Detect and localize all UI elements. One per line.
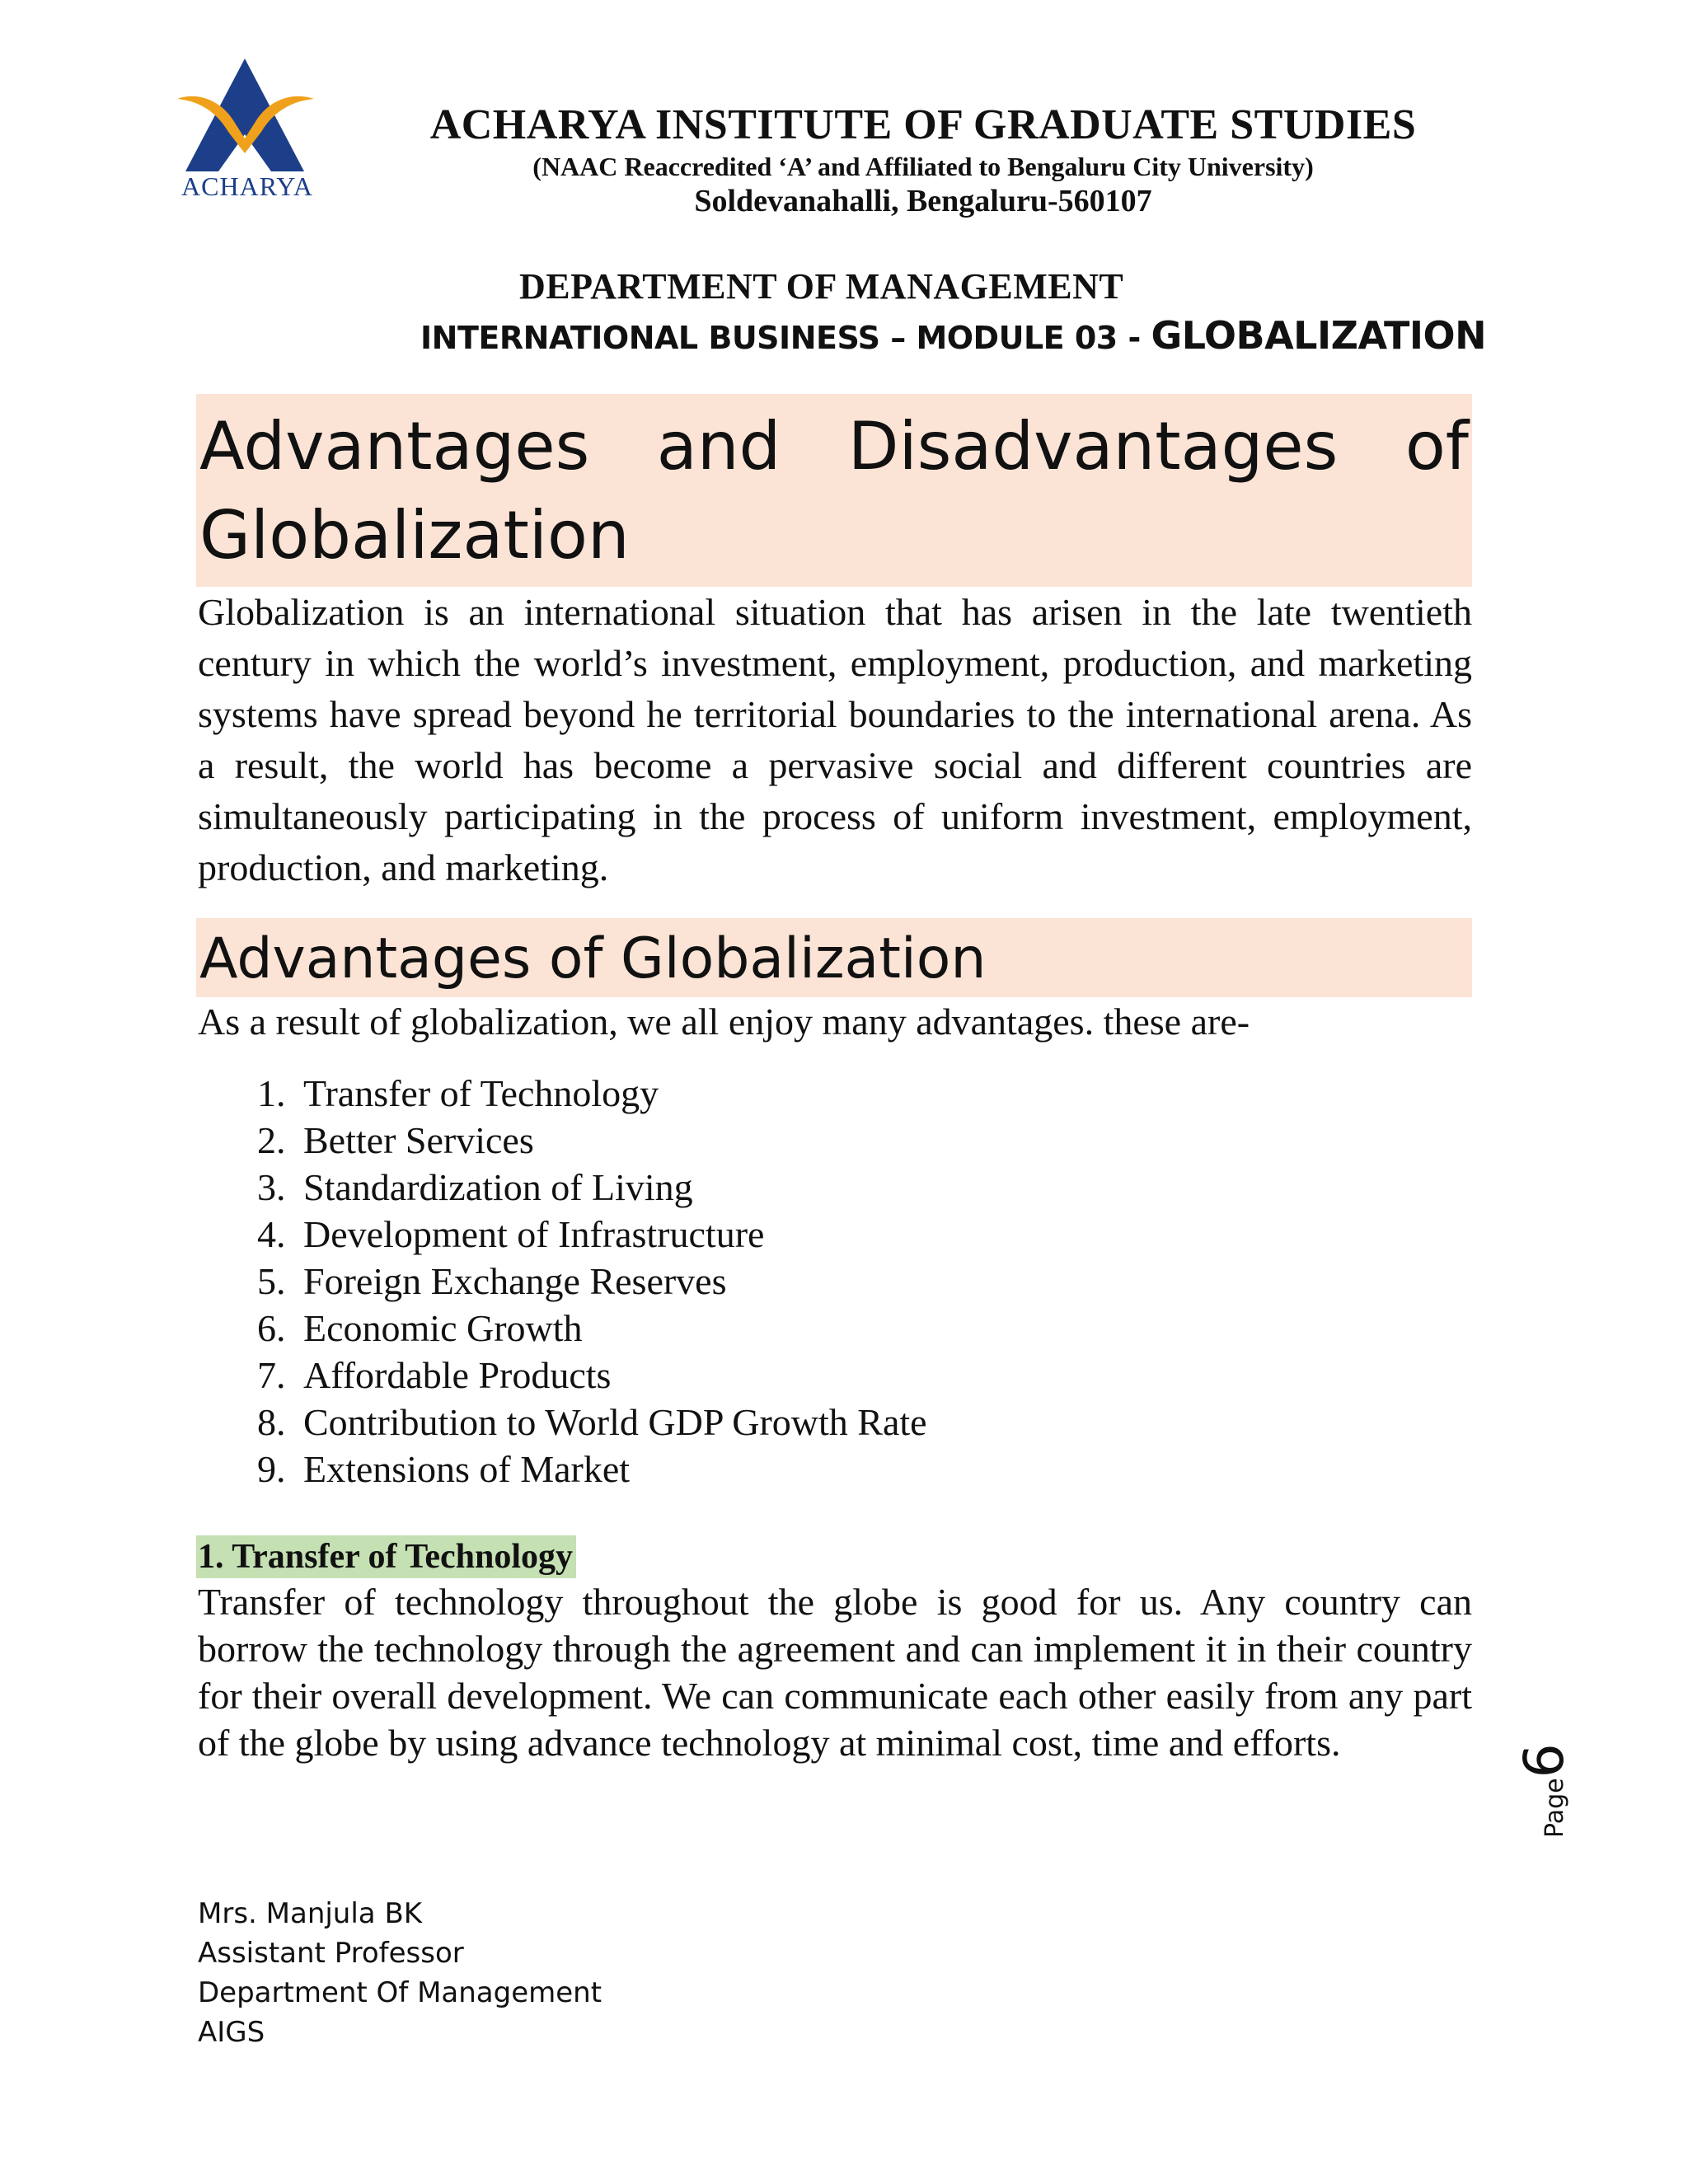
transfer-section-title: 1. Transfer of Technology bbox=[196, 1535, 576, 1578]
institute-address: Soldevanahalli, Bengaluru-560107 bbox=[694, 184, 1152, 218]
page-number: 6 bbox=[1512, 1743, 1576, 1779]
heading-word: Disadvantages bbox=[847, 408, 1339, 485]
list-item: 6. Economic Growth bbox=[295, 1305, 1472, 1352]
logo-text: ACHARYA bbox=[181, 171, 313, 201]
page-number-marker bbox=[1512, 1640, 1576, 1838]
author-department: Department Of Management bbox=[198, 1976, 603, 2009]
main-heading-line1 bbox=[199, 402, 1469, 491]
accreditation-line: (NAAC Reaccredited ‘A’ and Affiliated to Bengaluru City University) bbox=[532, 152, 1314, 181]
module-topic: GLOBALIZATION bbox=[1151, 313, 1487, 358]
heading-word: and bbox=[656, 408, 781, 485]
advantages-intro: As a result of globalization, we all enjoy many advantages. these are- bbox=[198, 1001, 1250, 1043]
heading-word: of bbox=[1404, 408, 1469, 485]
advantages-heading: Advantages of Globalization bbox=[196, 918, 1472, 997]
author-footer bbox=[198, 1894, 602, 2052]
intro-paragraph: Globalization is an international situation that has arisen in the late twentieth century in which the world’s investment, employment, production, and marketing systems have spread beyond he territorial boundaries to the international arena. As a result, the world has become a pervasive social and different countries are simultaneously participating in the process of uniform investment, employment, production, and marketing. bbox=[198, 591, 1472, 888]
institute-name: ACHARYA INSTITUTE OF GRADUATE STUDIES bbox=[429, 101, 1417, 148]
module-title bbox=[420, 313, 1486, 358]
author-org: AIGS bbox=[198, 2016, 265, 2049]
department-title: DEPARTMENT OF MANAGEMENT bbox=[519, 266, 1124, 307]
advantages-list bbox=[196, 1070, 1472, 1493]
main-heading bbox=[196, 394, 1472, 587]
list-item: 8. Contribution to World GDP Growth Rate bbox=[295, 1399, 1472, 1446]
module-prefix: INTERNATIONAL BUSINESS – MODULE 03 - bbox=[420, 320, 1141, 356]
transfer-section-body: Transfer of technology throughout the globe is good for us. Any country can borrow the technology through the agreement and can implement it in their country for their overall development. We can communicate each other easily from any part of the globe by using advance technology at minimal cost, time and efforts. bbox=[198, 1581, 1472, 1764]
list-item: 9. Extensions of Market bbox=[295, 1446, 1472, 1493]
list-item: 7. Affordable Products bbox=[295, 1352, 1472, 1399]
main-heading-line2: Globalization bbox=[199, 497, 630, 574]
list-item: 3. Standardization of Living bbox=[295, 1164, 1472, 1211]
heading-word: Advantages bbox=[199, 408, 590, 485]
list-item: 5. Foreign Exchange Reserves bbox=[295, 1258, 1472, 1305]
list-item: 1. Transfer of Technology bbox=[295, 1070, 1472, 1117]
author-name: Mrs. Manjula BK bbox=[198, 1897, 423, 1930]
list-item: 4. Development of Infrastructure bbox=[295, 1211, 1472, 1258]
main-content bbox=[196, 394, 1472, 1766]
page-word: Page bbox=[1540, 1778, 1569, 1838]
author-title: Assistant Professor bbox=[198, 1937, 464, 1970]
list-item: 2. Better Services bbox=[295, 1117, 1472, 1164]
